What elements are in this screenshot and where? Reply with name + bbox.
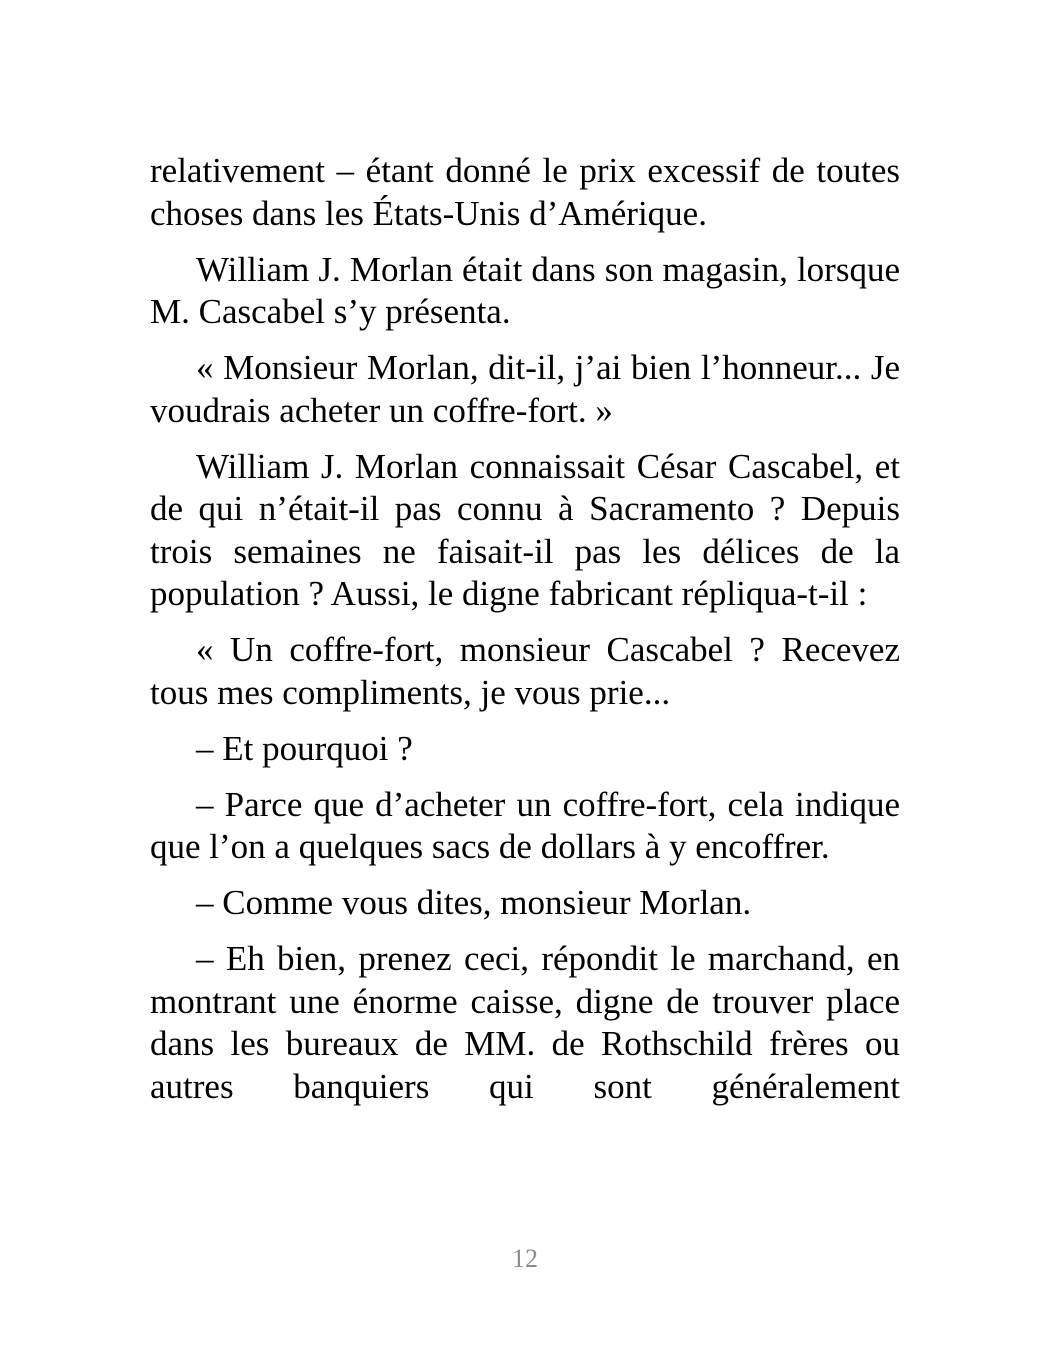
paragraph: – Et pourquoi ?	[196, 728, 413, 768]
paragraph: William J. Morlan était dans son magasin, lorsque M. Cascabel s’y présenta.	[150, 249, 900, 331]
body-text	[150, 150, 900, 1122]
paragraph: « Un coffre-fort, monsieur Cascabel ? Recevez tous mes compliments, je vous prie...	[150, 630, 900, 712]
paragraph: « Monsieur Morlan, dit-il, j’ai bien l’honneur... Je voudrais acheter un coffre-fort. »	[150, 348, 900, 430]
page-number: 12	[512, 1244, 538, 1273]
paragraph: – Parce que d’acheter un coffre-fort, cela indique que l’on a quelques sacs de dollars à y encoffrer.	[150, 784, 900, 866]
paragraph-continuation: relativement – étant donné le prix excessif de toutes choses dans les États-Unis d’Amérique.	[150, 151, 900, 233]
paragraph: William J. Morlan connaissait César Cascabel, et de qui n’était-il pas connu à Sacramento ? Depuis trois semaines ne faisait-il pas les délices de la population ? Aussi, le digne fabricant répliqua-t-il :	[150, 446, 900, 613]
paragraph-last: – Eh bien, prenez ceci, répondit le marchand, en montrant une énorme caisse, digne de trouver place dans les bureaux de MM. de Rothschild frères ou autres banquiers qui sont généralement	[150, 939, 900, 1106]
paragraph: – Comme vous dites, monsieur Morlan.	[196, 883, 752, 922]
